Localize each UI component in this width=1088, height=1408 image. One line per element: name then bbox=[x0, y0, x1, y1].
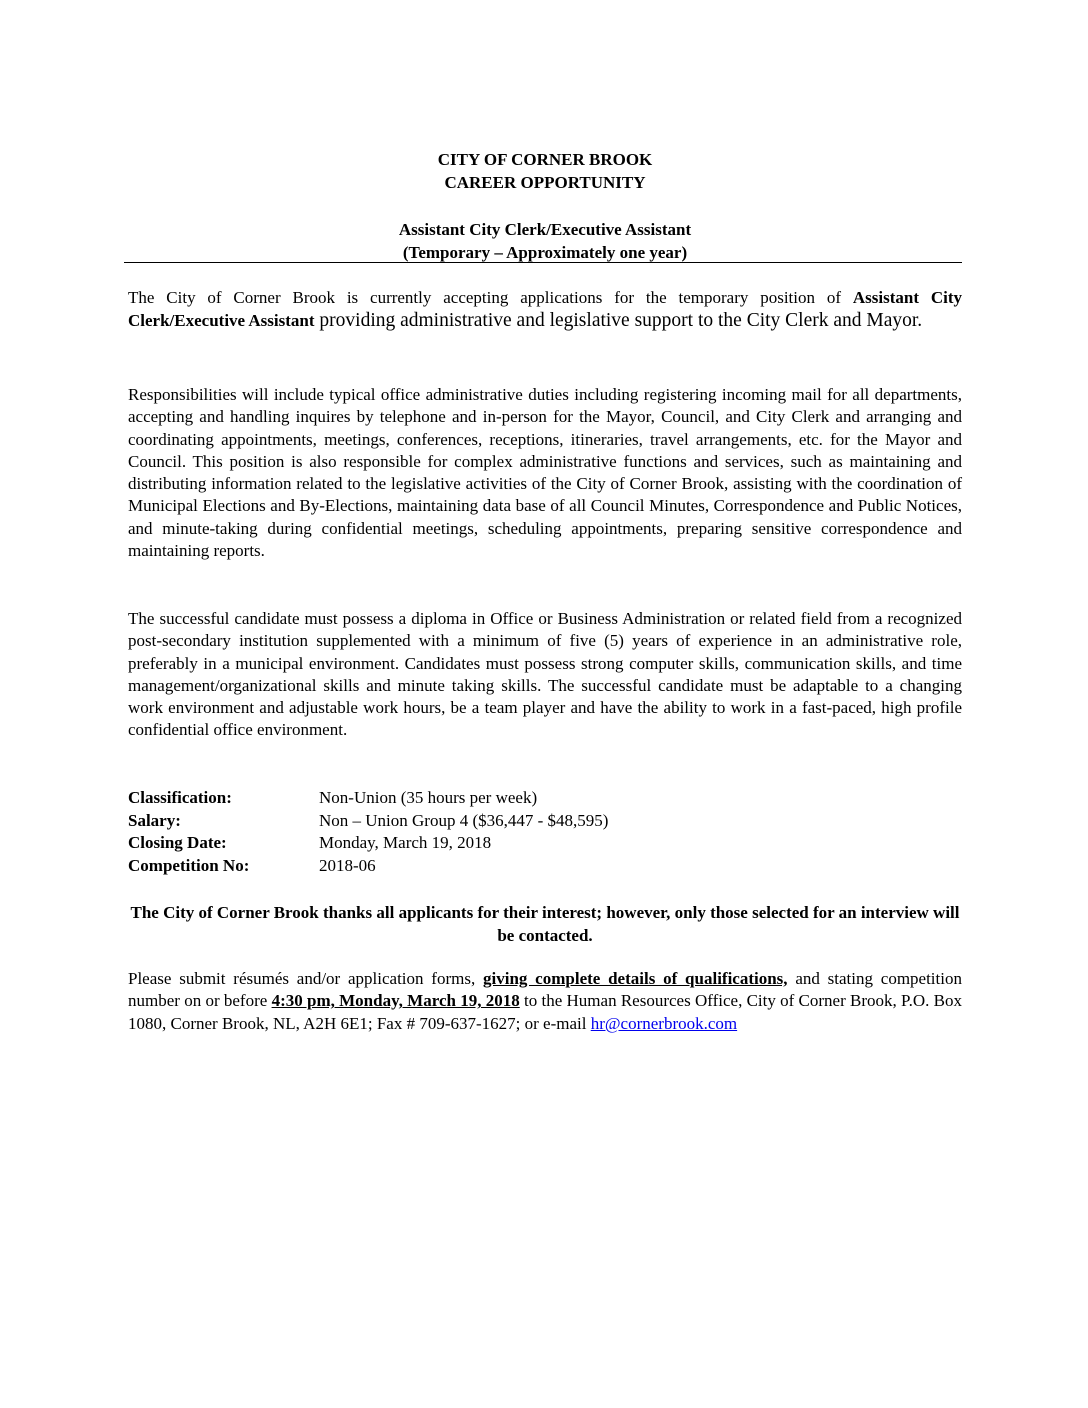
thanks-notice: The City of Corner Brook thanks all applicants for their interest; however, only those selected for an interview will be contacted. bbox=[130, 903, 960, 945]
responsibilities-paragraph: Responsibilities will include typical office administrative duties including registering incoming mail for all departments, accepting and handling inquires by telephone and in-person for the Mayor, Council, and City Clerk and arranging and coordinating appointments, meetings, conferences, receptions, itineraries, travel arrangements, etc. for the Mayor and Council. This position is also responsible for complex administrative functions and services, such as maintaining and distributing information related to the legislative activities of the City of Corner Brook, assisting with the coordination of Municipal Elections and By-Elections, maintaining data base of all Council Minutes, Correspondence and Public Notices, and minute-taking during confidential meetings, scheduling appointments, preparing sensitive correspondence and maintaining reports. bbox=[128, 385, 962, 561]
detail-row-closing-date bbox=[128, 832, 608, 855]
email-link[interactable]: hr@cornerbrook.com bbox=[590, 1013, 738, 1033]
detail-value: Non-Union (35 hours per week) bbox=[319, 788, 538, 807]
detail-row-classification bbox=[128, 787, 608, 810]
notice-type: CAREER OPPORTUNITY bbox=[444, 173, 646, 192]
detail-row-salary bbox=[128, 810, 608, 833]
detail-label: Competition No: bbox=[128, 855, 250, 875]
detail-label: Closing Date: bbox=[128, 833, 227, 852]
submit-text-2: and stating competition number on or before bbox=[128, 969, 962, 1011]
submit-emphasis-deadline: 4:30 pm, Monday, March 19, 2018 bbox=[271, 991, 520, 1011]
detail-value: Monday, March 19, 2018 bbox=[319, 833, 492, 852]
position-heading bbox=[128, 218, 962, 264]
submission-paragraph bbox=[128, 968, 962, 1035]
intro-text-end: providing administrative and legislative support to the City Clerk and Mayor. bbox=[314, 310, 923, 331]
submit-text-3: to the Human Resources Office, City of Corner Brook, P.O. Box 1080, Corner Brook, NL, A2H 6E1; Fax # 709-637-1627; or e-mail bbox=[128, 991, 962, 1033]
submit-text-1: Please submit résumés and/or application forms, bbox=[128, 969, 483, 988]
qualifications-paragraph: The successful candidate must possess a diploma in Office or Business Administration or related field from a recognized post-secondary institution supplemented with a minimum of five (5) years of experience in an administrative role, preferably in a municipal environment. Candidates must possess strong computer skills, communication skills, and time management/organizational skills and minute taking skills. The successful candidate must be adaptable to a changing work environment and adjustable work hours, be a team player and have the ability to work in a fast-paced, high profile confidential office environment. bbox=[128, 609, 962, 740]
document-page bbox=[128, 0, 962, 1408]
detail-value: Non – Union Group 4 ($36,447 - $48,595) bbox=[319, 810, 609, 830]
position-title: Assistant City Clerk/Executive Assistant bbox=[398, 220, 692, 239]
detail-row-competition-no bbox=[128, 855, 608, 878]
document-header bbox=[128, 148, 962, 194]
intro-paragraph bbox=[128, 286, 962, 332]
detail-value: 2018-06 bbox=[319, 855, 376, 875]
intro-position-bold: Assistant City Clerk/Executive Assistant bbox=[128, 288, 962, 330]
organization-name: CITY OF CORNER BROOK bbox=[437, 150, 653, 169]
header-divider bbox=[124, 262, 962, 263]
detail-label: Salary: bbox=[128, 810, 181, 830]
position-details bbox=[128, 787, 608, 877]
position-term: (Temporary – Approximately one year) bbox=[402, 243, 688, 262]
submit-emphasis-qualifications: giving complete details of qualifications, bbox=[483, 969, 788, 988]
detail-label: Classification: bbox=[128, 788, 232, 807]
intro-text-start: The City of Corner Brook is currently accepting applications for the temporary position of bbox=[128, 288, 853, 307]
